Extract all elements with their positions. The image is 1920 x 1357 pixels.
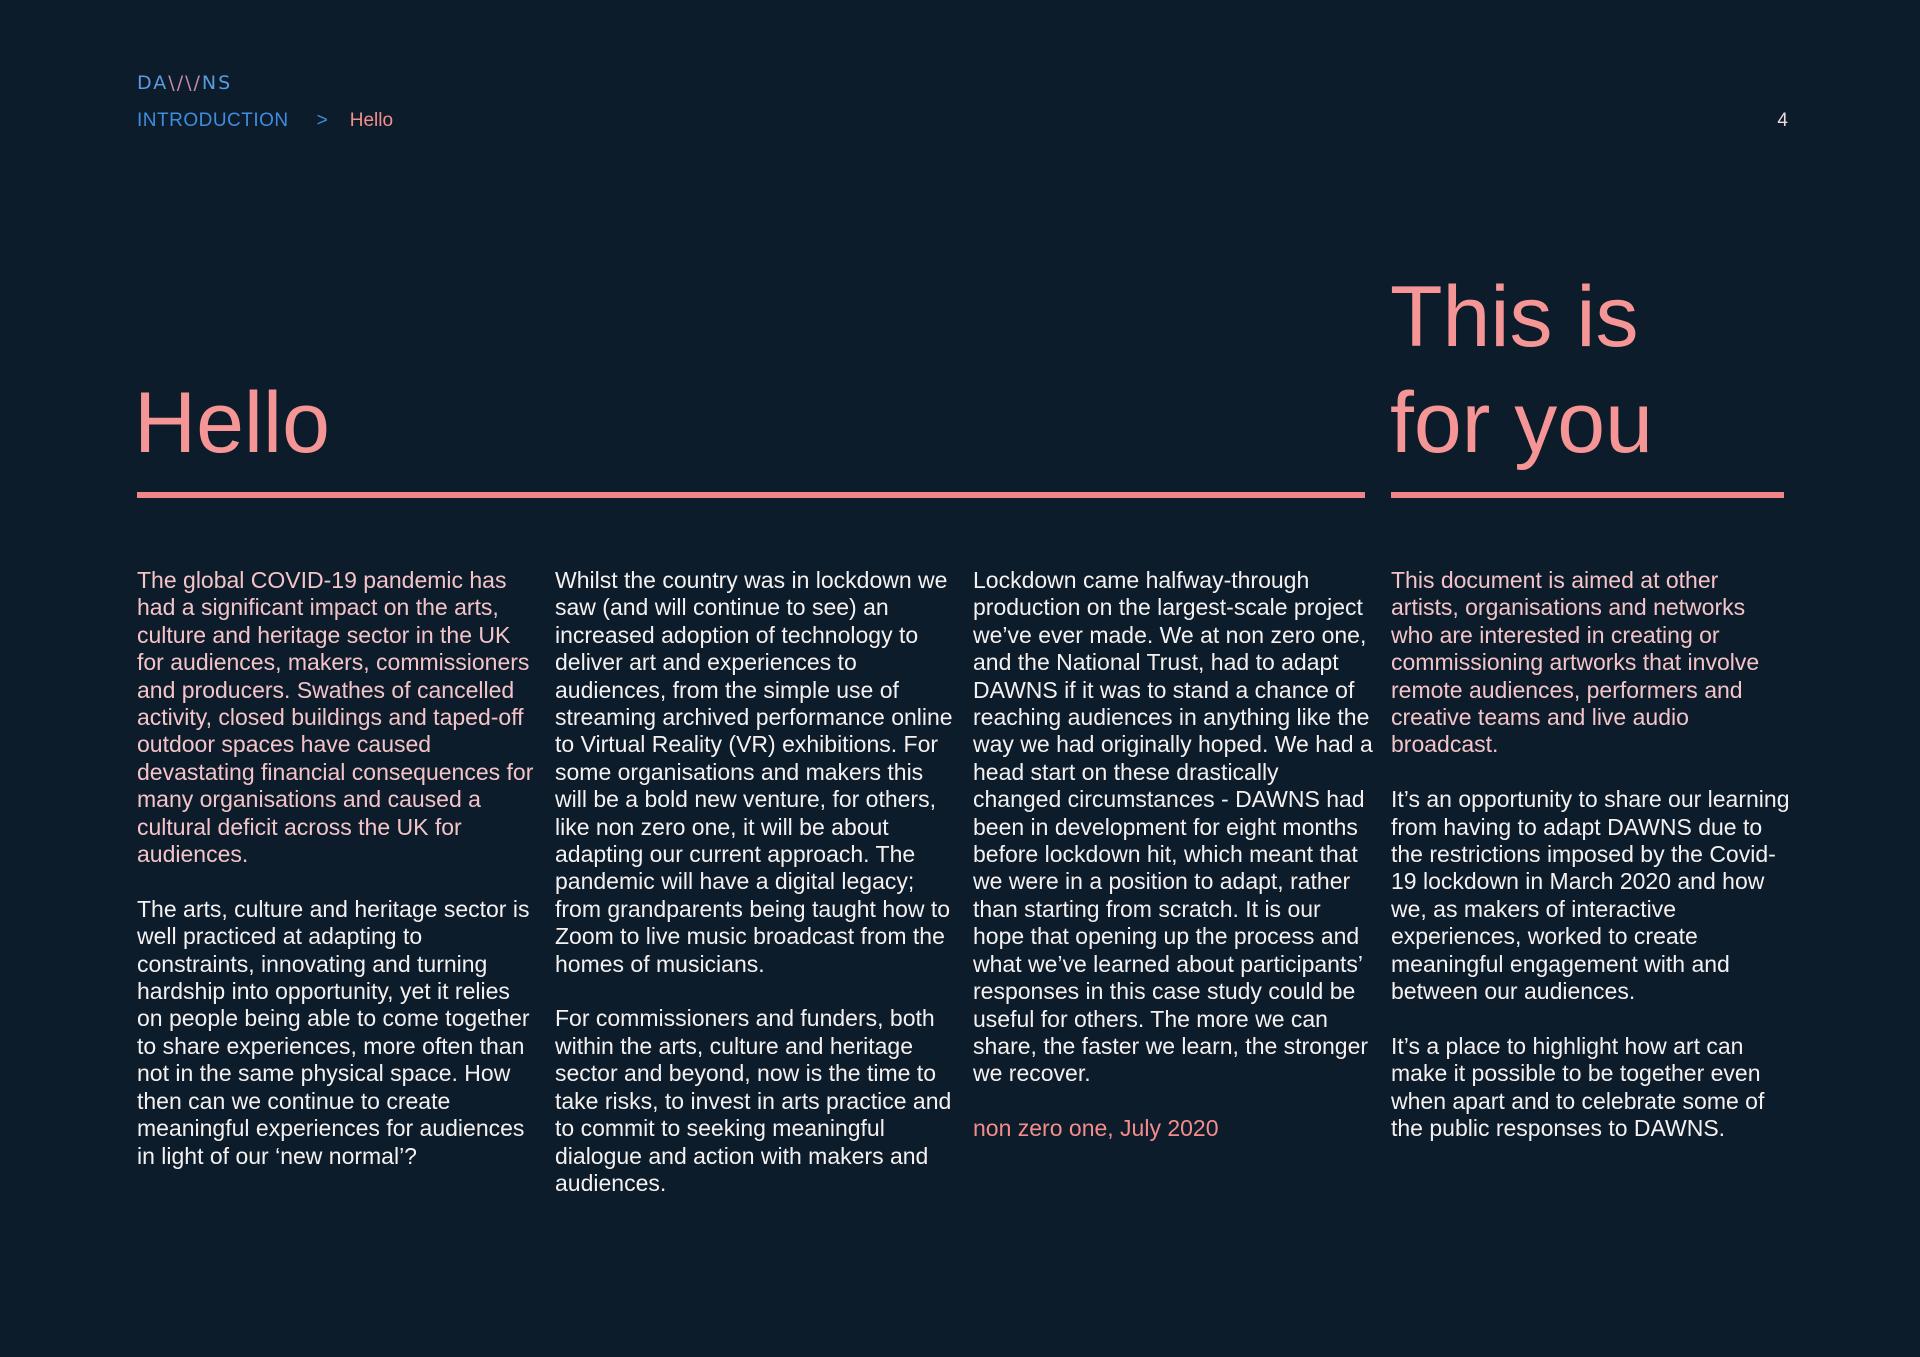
text-column-1 bbox=[137, 567, 537, 1197]
col2-paragraph-2: For commissioners and funders, both within the arts, culture and heritage sector and beyond, now is the time to take risks, to invest in arts practice and to commit to seeking meaningful dialogue and action with makers and audiences. bbox=[555, 1005, 952, 1196]
page-number: 4 bbox=[1777, 110, 1788, 131]
text-column-2 bbox=[555, 567, 955, 1225]
col4-paragraph-2: It’s an opportunity to share our learning from having to adapt DAWNS due to the restrictions imposed by the Covid-19 lockdown in March 2020 and how we, as makers of interactive experiences, worked to create meaningful engagement with and between our audiences. bbox=[1391, 786, 1790, 1005]
col2-paragraph-1: Whilst the country was in lockdown we saw (and will continue to see) an increased adoption of technology to deliver art and experiences to audiences, from the simple use of streaming archived performance online to Virtual Reality (VR) exhibitions. For some organisations and makers this will be a bold new venture, for others, like non zero one, it will be about adapting our current approach. The pandemic will have a digital legacy; from grandparents being taught how to Zoom to live music broadcast from the homes of musicians. bbox=[555, 567, 953, 977]
breadcrumb-section-link[interactable]: INTRODUCTION bbox=[137, 110, 289, 131]
breadcrumb-current-page: Hello bbox=[349, 110, 394, 131]
logo-part-3: NS bbox=[201, 72, 233, 94]
breadcrumb bbox=[137, 110, 393, 132]
col1-paragraph-1: The global COVID-19 pandemic has had a significant impact on the arts, culture and heritage sector in the UK for audiences, makers, commissioners and producers. Swathes of cancelled activity, closed buildings and taped-off outdoor spaces have caused devastating financial consequences for many organisations and caused a cultural deficit across the UK for audiences. bbox=[137, 567, 534, 868]
logo-part-1: DA bbox=[137, 72, 169, 94]
dawns-logo bbox=[137, 72, 232, 94]
text-column-4 bbox=[1391, 567, 1791, 1170]
text-column-3 bbox=[973, 567, 1373, 1170]
subtitle-line-2: for you bbox=[1390, 375, 1653, 471]
signature: non zero one, July 2020 bbox=[973, 1115, 1219, 1142]
title-underline-left bbox=[137, 492, 1365, 498]
subtitle-line-1: This is bbox=[1390, 269, 1639, 365]
title-underline-right bbox=[1391, 492, 1784, 498]
breadcrumb-separator: > bbox=[316, 110, 328, 131]
page-subtitle bbox=[1390, 264, 1653, 476]
col4-paragraph-1: This document is aimed at other artists, organisations and networks who are interested in creating or commissioning artworks that involve remote audiences, performers and creative teams and live audio broadcast. bbox=[1391, 567, 1760, 758]
col1-paragraph-2: The arts, culture and heritage sector is well practiced at adapting to constraints, innovating and turning hardship into opportunity, yet it relies on people being able to come together to share experiences, more often than not in the same physical space. How then can we continue to create meaningful experiences for audiences in light of our ‘new normal’? bbox=[137, 895, 530, 1169]
logo-part-2: \/\/ bbox=[168, 72, 202, 94]
page-title-hello: Hello bbox=[134, 375, 330, 471]
col3-paragraph-1: Lockdown came halfway-through production on the largest-scale project we’ve ever made. We at non zero one, and the National Trust, had to adapt DAWNS if it was to stand a chance of reaching audiences in anything like the way we had originally hoped. We had a head start on these drastically changed circumstances - DAWNS had been in development for eight months before lockdown hit, which meant that we were in a position to adapt, rather than starting from scratch. It is our hope that opening up the process and what we’ve learned about participants’ responses in this case study could be useful for others. The more we can share, the faster we learn, the stronger we recover. bbox=[973, 567, 1373, 1087]
col4-paragraph-3: It’s a place to highlight how art can make it possible to be together even when apart and to celebrate some of the public responses to DAWNS. bbox=[1391, 1032, 1765, 1142]
